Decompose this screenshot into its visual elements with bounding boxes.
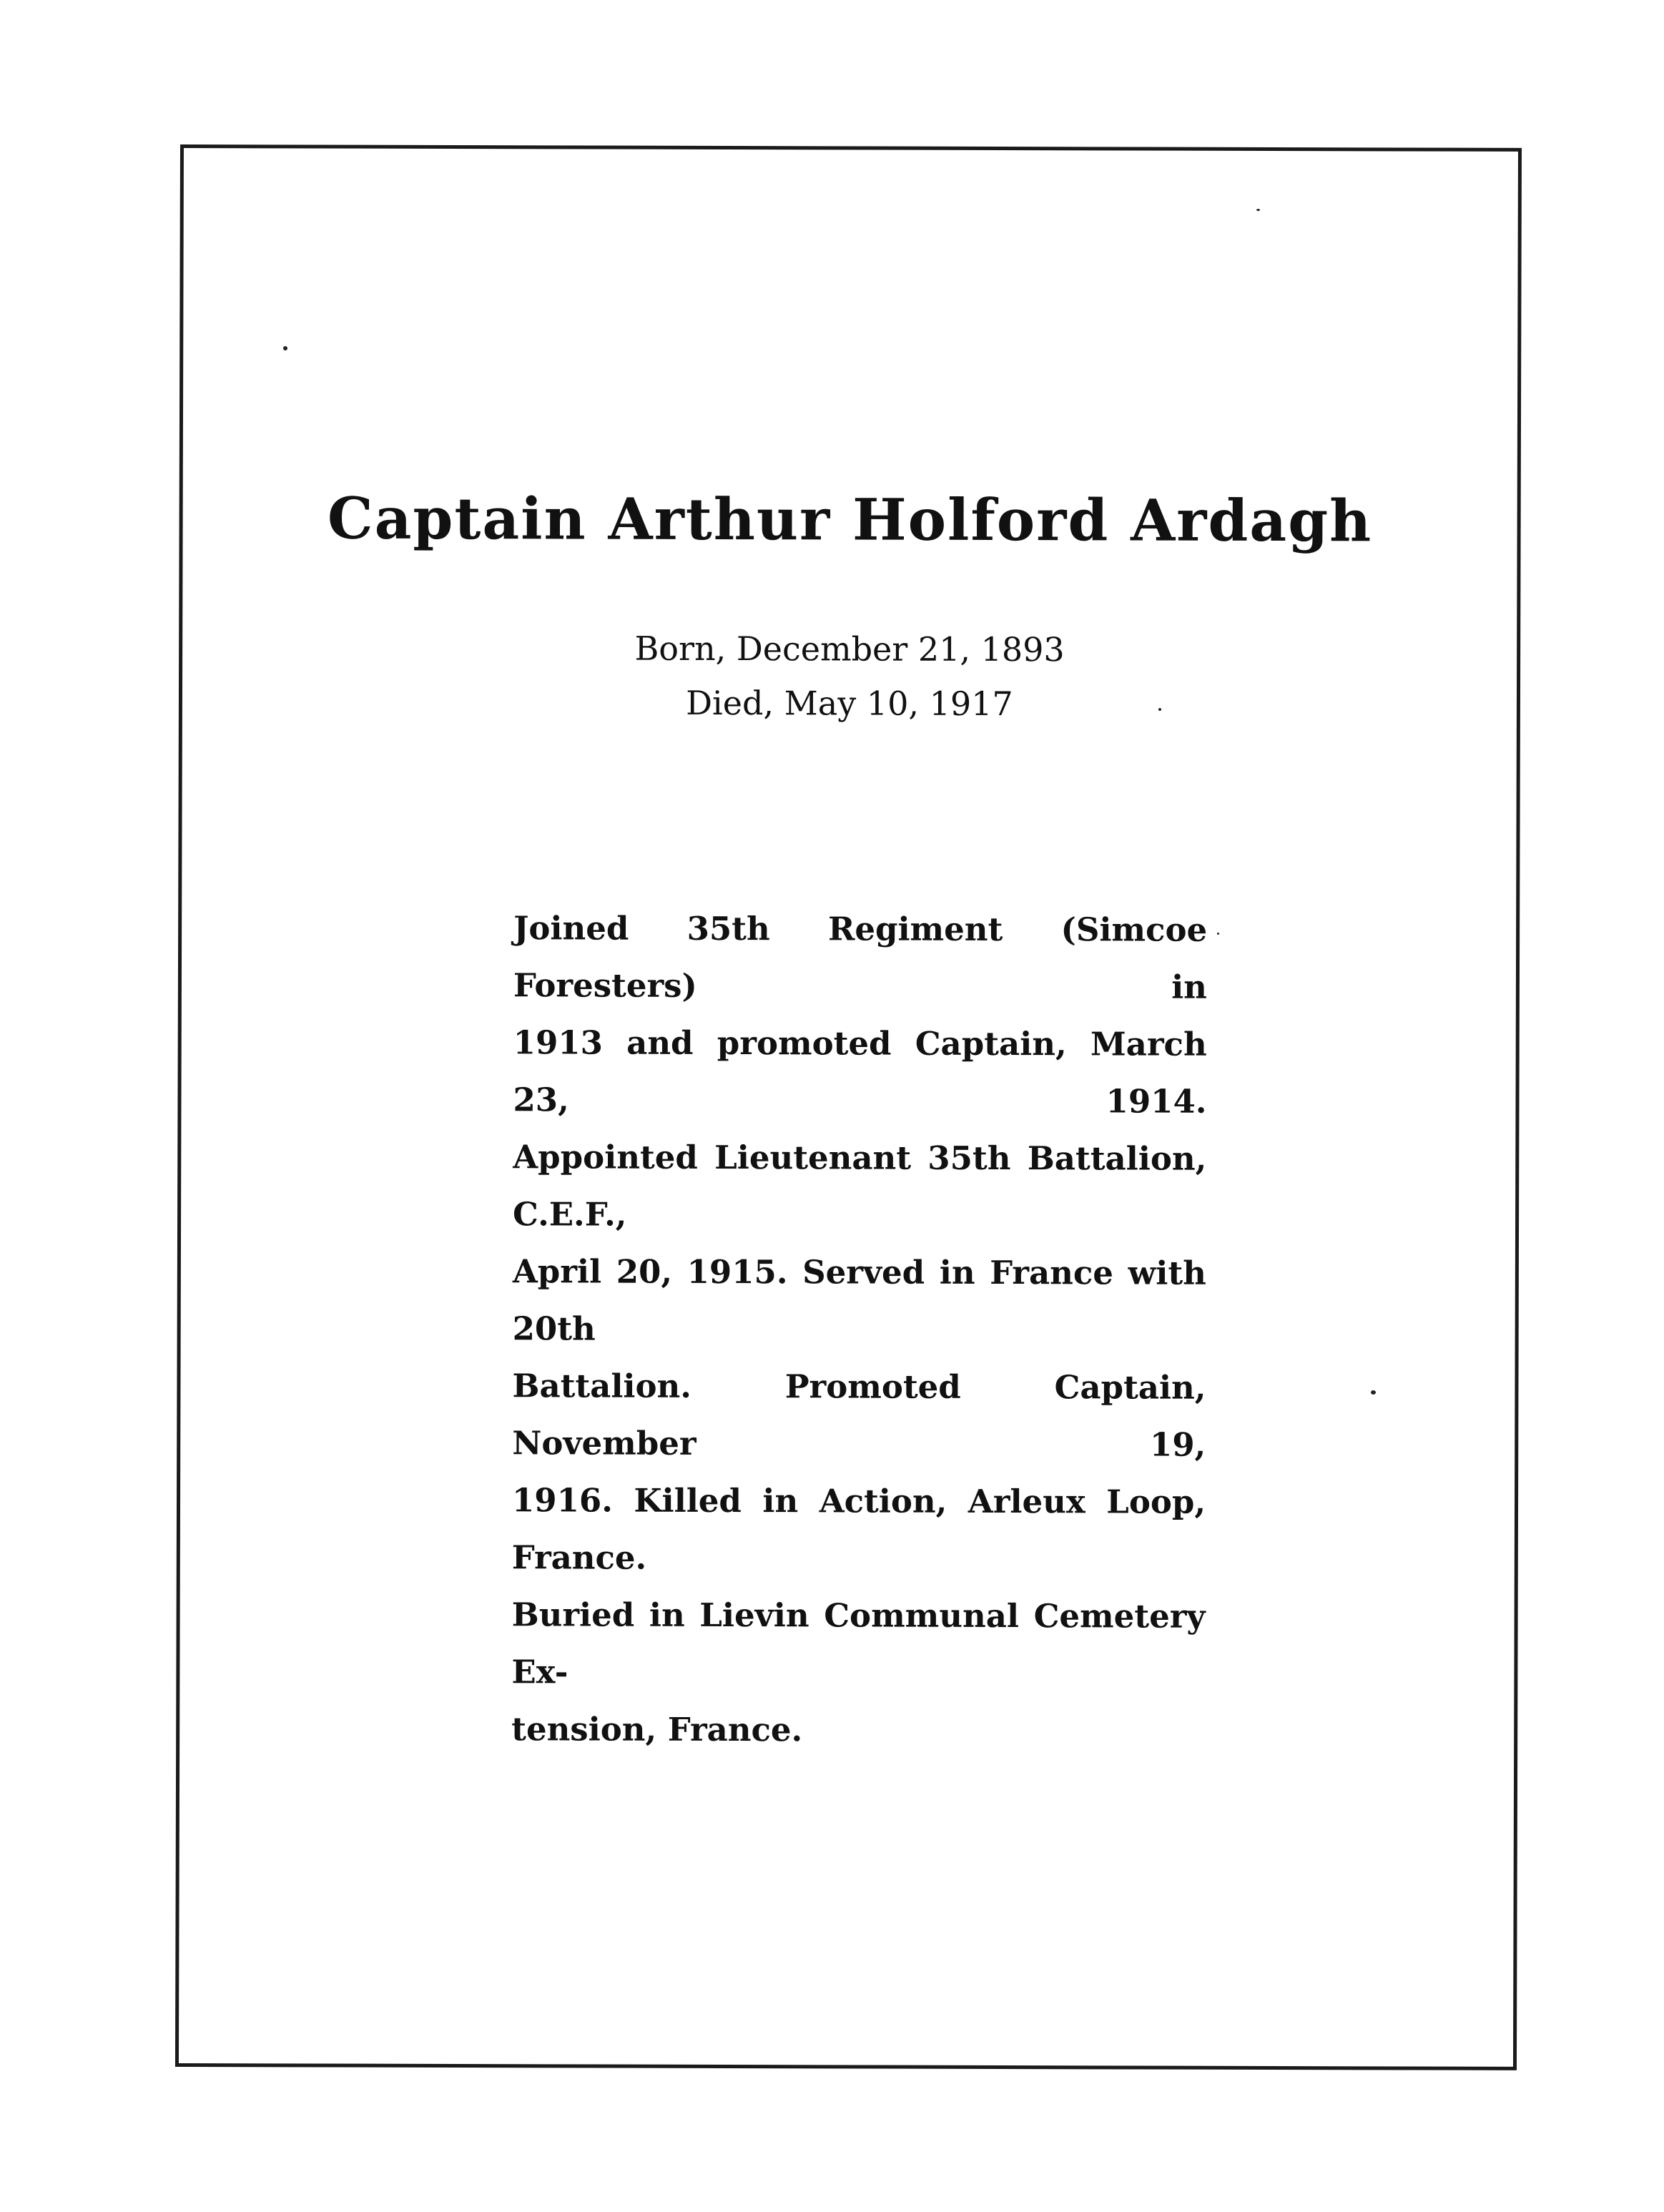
bio-line: Battalion. Promoted Captain, November 19, [512, 1367, 1206, 1464]
memorial-title: Captain Arthur Holford Ardagh [327, 484, 1373, 555]
bio-line: April 20, 1915. Served in France with 20th [512, 1252, 1206, 1348]
bio-line: Buried in Lievin Communal Cemetery Ex- [511, 1596, 1206, 1691]
scan-speck [1217, 933, 1219, 935]
life-dates [182, 620, 1517, 732]
bio-line: 1916. Killed in Action, Arleux Loop, France. [511, 1481, 1206, 1577]
page-border-frame [175, 144, 1522, 2070]
bio-line: tension, France. [511, 1710, 803, 1749]
bio-line: Joined 35th Regiment (Simcoe Foresters) in [513, 909, 1208, 1006]
scan-speck [1158, 708, 1161, 711]
bio-line: 1913 and promoted Captain, March 23, 1914. [513, 1023, 1207, 1121]
scan-speck [1371, 1390, 1376, 1395]
scan-speck [283, 346, 287, 350]
biography-paragraph [511, 900, 1207, 1760]
birth-date: Born, December 21, 1893 [634, 629, 1065, 669]
death-date: Died, May 10, 1917 [686, 683, 1013, 724]
bio-line: Appointed Lieutenant 35th Battalion, C.E.F., [513, 1138, 1207, 1234]
scan-speck [1256, 209, 1260, 211]
